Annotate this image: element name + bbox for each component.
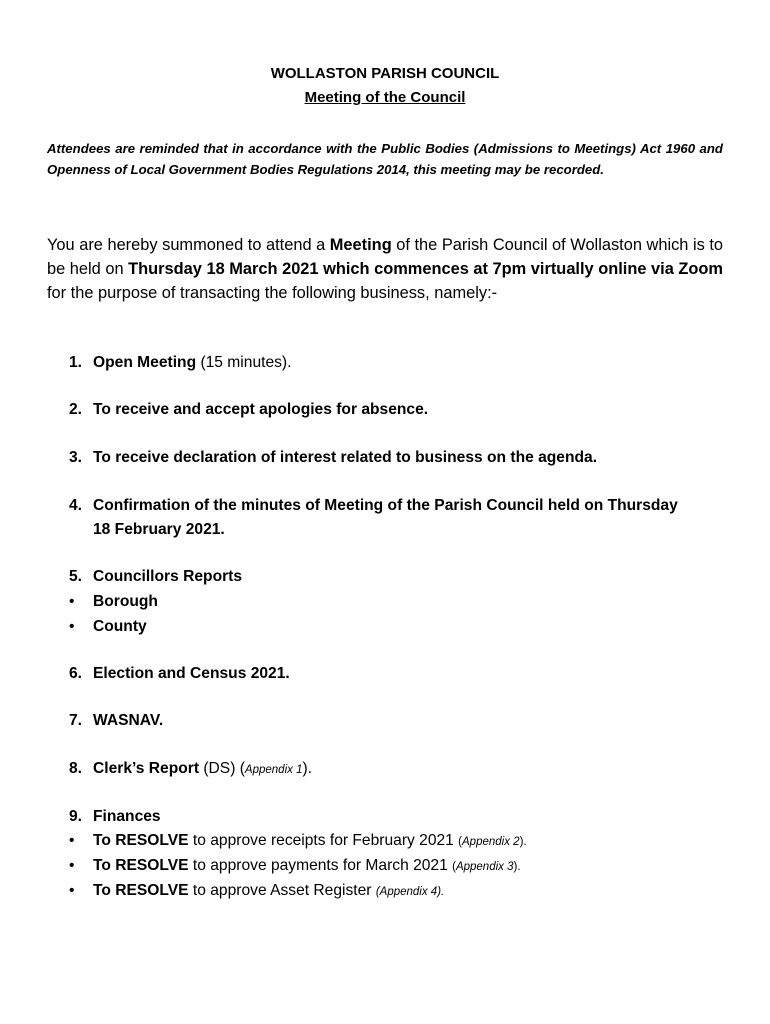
bullet-close: ). [513, 861, 521, 873]
appendix-ref: Appendix 3 [455, 861, 514, 873]
item-detail: (DS) ( [199, 760, 245, 777]
item-number: 6. [69, 665, 83, 682]
bullet-close: ). [519, 836, 527, 848]
item-number: 7. [69, 712, 83, 729]
appendix-ref: (Appendix 4). [375, 886, 445, 898]
bullet-text: to approve payments for March 2021 [188, 857, 453, 874]
item-title: Councillors Reports [93, 568, 243, 585]
item-close: ). [302, 760, 312, 777]
bullet-text: to approve Asset Register [188, 882, 376, 899]
summons-text-2: of the Parish Council of Wollaston which is to be held on [47, 236, 724, 278]
bullet-open: ( [452, 861, 456, 873]
bullet-open: ( [458, 836, 463, 848]
summons-meeting-word: Meeting [329, 236, 392, 254]
summons-text-1: You are hereby summoned to attend a [47, 236, 330, 254]
council-name: WOLLASTON PARISH COUNCIL [270, 65, 500, 82]
item-title: To receive and accept apologies for absence. [93, 401, 429, 418]
meeting-title: Meeting of the Council [304, 89, 466, 106]
bullet-dot: • [69, 857, 75, 874]
recording-notice: Attendees are reminded that in accordance with the Public Bodies (Admissions to Meetings) Act 1960 and Openness of Local Government Bodies Regulations 2014, this meeting may be recorded. [47, 141, 723, 177]
item-title: Open Meeting [93, 354, 197, 371]
bullet-dot: • [69, 593, 75, 610]
item-detail: (15 minutes). [196, 354, 292, 371]
item-title: Confirmation of the minutes of Meeting of the Parish Council held on Thursday 18 February 2021. [93, 497, 678, 538]
summons-paragraph [47, 233, 723, 305]
item-title: WASNAV. [93, 712, 164, 729]
bullet-bold: To RESOLVE [93, 857, 189, 874]
item-title: Election and Census 2021. [93, 665, 290, 682]
item-number: 8. [69, 760, 83, 777]
item-title: To receive declaration of interest related to business on the agenda. [93, 449, 598, 466]
summons-text-3: for the purpose of transacting the following business, namely:- [47, 284, 498, 302]
summons-date-venue: Thursday 18 March 2021 which commences at 7pm virtually online via Zoom [128, 260, 723, 278]
appendix-ref: Appendix 2 [462, 836, 520, 848]
item-number: 2. [69, 401, 83, 418]
bullet-bold: To RESOLVE [93, 832, 189, 849]
appendix-ref: Appendix 1 [244, 764, 303, 776]
item-number: 1. [69, 354, 83, 371]
bullet-dot: • [69, 882, 75, 899]
bullet-dot: • [69, 832, 75, 849]
bullet-text: Borough [93, 593, 158, 610]
item-title: Finances [93, 808, 161, 825]
bullet-bold: To RESOLVE [93, 882, 189, 899]
item-number: 9. [69, 808, 83, 825]
item-number: 4. [69, 497, 83, 514]
bullet-text: County [93, 618, 147, 635]
bullet-dot: • [69, 618, 75, 635]
item-number: 3. [69, 449, 83, 466]
item-number: 5. [69, 568, 83, 585]
item-title: Clerk’s Report [93, 760, 200, 777]
bullet-text: to approve receipts for February 2021 [188, 832, 459, 849]
